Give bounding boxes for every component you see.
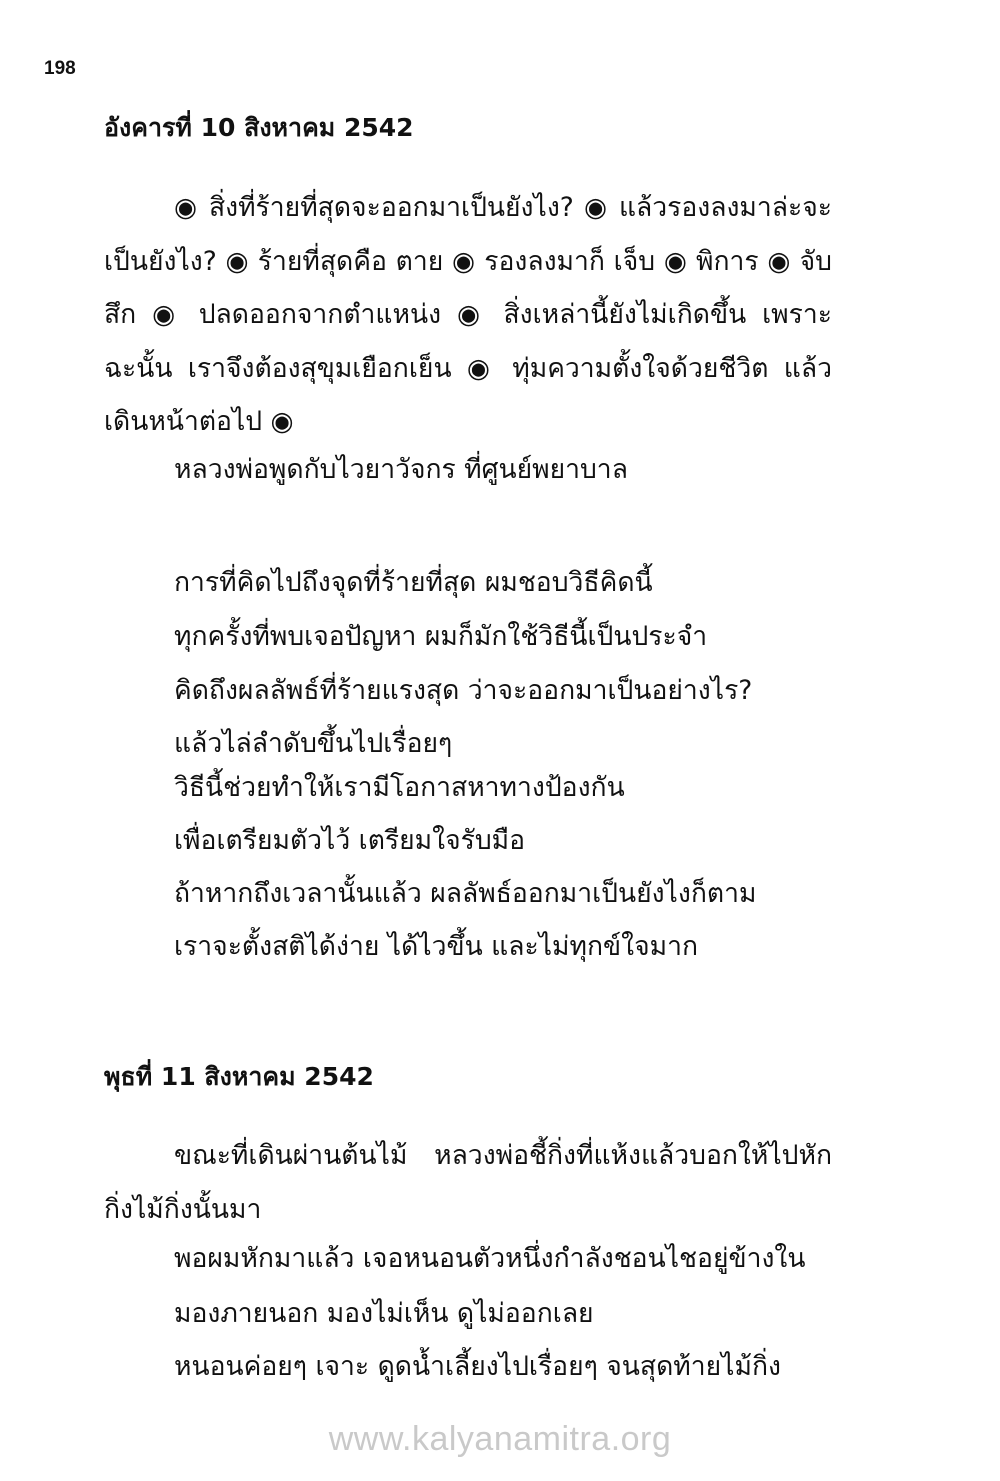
page-number: 198 bbox=[44, 58, 76, 79]
text-line: หนอนค่อยๆ เจาะ ดูดน้ำเลี้ยงไปเรื่อยๆ จนสุดท้ายไม้กิ่ง bbox=[174, 1351, 781, 1382]
text-line: ถ้าหากถึงเวลานั้นแล้ว ผลลัพธ์ออกมาเป็นยังไงก็ตาม bbox=[174, 878, 757, 909]
section-paragraph-2: ขณะที่เดินผ่านต้นไม้ หลวงพ่อชี้กิ่งที่แห้งแล้วบอกให้ไปหักกิ่งไม้กิ่งนั้นมา bbox=[104, 1140, 832, 1225]
text-line: แล้วไล่ลำดับขึ้นไปเรื่อยๆ bbox=[174, 728, 453, 759]
attribution-line: หลวงพ่อพูดกับไวยาวัจกร ที่ศูนย์พยาบาล bbox=[174, 454, 628, 485]
text-line: มองภายนอก มองไม่เห็น ดูไม่ออกเลย bbox=[174, 1298, 594, 1329]
text-line: พอผมหักมาแล้ว เจอหนอนตัวหนึ่งกำลังชอนไชอยู่ข้างใน bbox=[174, 1243, 806, 1274]
section-paragraph-1: ◉ สิ่งที่ร้ายที่สุดจะออกมาเป็นยังไง? ◉ แล้วรองลงมาล่ะจะเป็นยังไง? ◉ ร้ายที่สุดคือ ตาย ◉ รองลงมาก็ เจ็บ ◉ พิการ ◉ จับสึก ◉ ปลดออกจากตำแหน่ง ◉ สิ่งเหล่านี้ยังไม่เกิดขึ้น เพราะฉะนั้น เราจึงต้องสุขุมเยือกเย็น ◉ ทุ่มความตั้งใจด้วยชีวิต แล้วเดินหน้าต่อไป ◉ bbox=[104, 192, 832, 437]
watermark: www.kalyanamitra.org bbox=[328, 1420, 672, 1458]
section-heading-1: อังคารที่ 10 สิงหาคม 2542 bbox=[104, 113, 414, 142]
text-line: วิธีนี้ช่วยทำให้เรามีโอกาสหาทางป้องกัน bbox=[174, 772, 625, 803]
text-line: การที่คิดไปถึงจุดที่ร้ายที่สุด ผมชอบวิธีคิดนี้ bbox=[174, 567, 653, 598]
text-line: คิดถึงผลลัพธ์ที่ร้ายแรงสุด ว่าจะออกมาเป็นอย่างไร? bbox=[174, 675, 753, 706]
text-line: เพื่อเตรียมตัวไว้ เตรียมใจรับมือ bbox=[174, 825, 526, 856]
text-line: ทุกครั้งที่พบเจอปัญหา ผมก็มักใช้วิธีนี้เป็นประจำ bbox=[174, 621, 708, 652]
section-heading-2: พุธที่ 11 สิงหาคม 2542 bbox=[104, 1062, 374, 1091]
text-line: เราจะตั้งสติได้ง่าย ได้ไวขึ้น และไม่ทุกข์ใจมาก bbox=[174, 931, 699, 962]
